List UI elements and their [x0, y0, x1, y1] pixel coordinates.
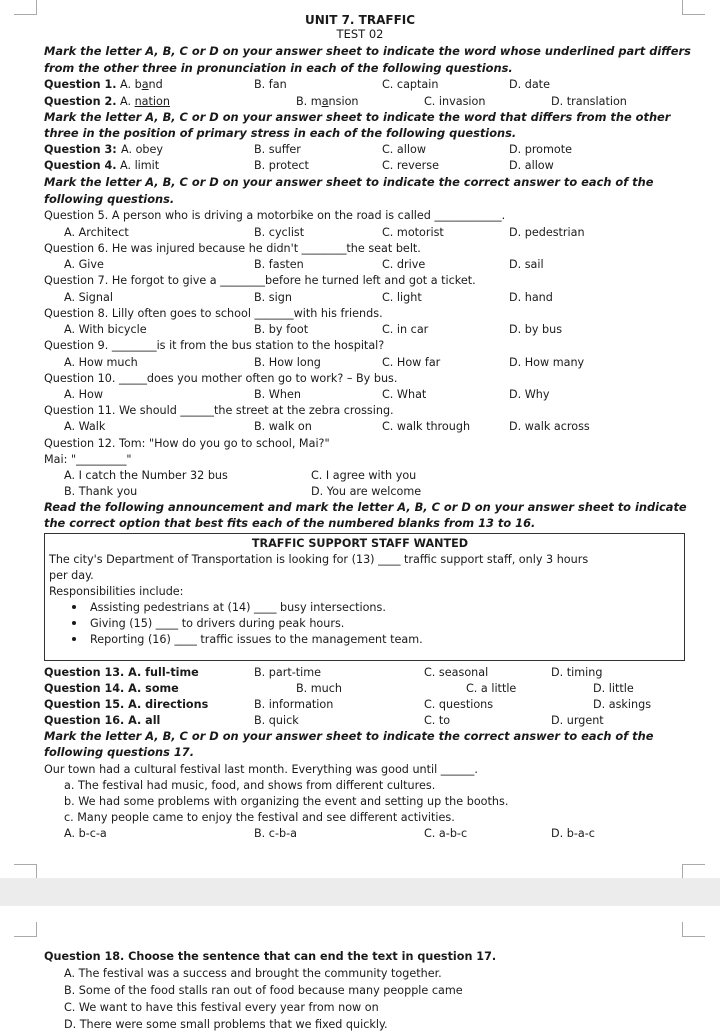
question-5-stem: Question 5. A person who is driving a motorbike on the road is called ____________. [44, 209, 506, 222]
question-9-stem: Question 9. ________is it from the bus station to the hospital? [44, 339, 385, 352]
announcement-bullet: Reporting (16) ____ traffic issues to the management team. [90, 633, 423, 646]
question-2: Question 2. A. nation B. mansion C. invasion D. translation [44, 95, 627, 108]
question-12-options-row1: A. I catch the Number 32 bus C. I agree with you [64, 469, 417, 482]
question-15: Question 15. A. directions B. information C. questions D. askings [44, 698, 652, 711]
announcement-title: TRAFFIC SUPPORT STAFF WANTED [251, 537, 469, 550]
question-17-item: b. We had some problems with organizing the event and setting up the booths. [64, 795, 509, 808]
announcement-bullet: Assisting pedestrians at (14) ____ busy intersections. [90, 601, 386, 614]
question-13: Question 13. A. full-time B. part-time C. seasonal D. timing [44, 666, 603, 679]
page-gap [0, 878, 720, 906]
instruction: Mark the letter A, B, C or D on your answer sheet to indicate the correct answer to each of the [44, 175, 654, 189]
question-12-mai: Mai: "_________" [44, 453, 132, 466]
instruction: the correct option that best fits each of the numbered blanks from 13 to 16. [44, 516, 536, 530]
question-10-options: A. How B. When C. What D. Why [64, 388, 550, 401]
question-17-item: a. The festival had music, food, and shows from different cultures. [64, 779, 436, 792]
test-title: TEST 02 [336, 27, 384, 41]
question-11-options: A. Walk B. walk on C. walk through D. walk across [64, 420, 590, 433]
question-1: Question 1. A. band B. fan C. captain D. date [44, 78, 550, 91]
question-6-options: A. Give B. fasten C. drive D. sail [64, 258, 544, 271]
question-16: Question 16. A. all B. quick C. to D. urgent [44, 714, 604, 727]
announcement-line: per day. [49, 569, 94, 582]
question-7-stem: Question 7. He forgot to give a ________before he turned left and got a ticket. [44, 274, 476, 287]
announcement-line: Responsibilities include: [49, 585, 184, 598]
instruction: Mark the letter A, B, C or D on your answer sheet to indicate the correct answer to each of the [44, 729, 654, 743]
instruction: from the other three in pronunciation in each of the following questions. [44, 61, 513, 75]
instruction: three in the position of primary stress in each of the following questions. [44, 126, 517, 140]
question-5-options: A. Architect B. cyclist C. motorist D. pedestrian [64, 226, 585, 239]
announcement-line: The city's Department of Transportation is looking for (13) ____ traffic support staff, only 3 hours [49, 553, 589, 566]
question-14: Question 14. A. some B. much C. a little D. little [44, 682, 634, 695]
question-8-stem: Question 8. Lilly often goes to school _______with his friends. [44, 307, 383, 320]
crop-mark [14, 922, 37, 937]
question-11-stem: Question 11. We should ______the street at the zebra crossing. [44, 404, 394, 417]
question-12-stem: Question 12. Tom: "How do you go to school, Mai?" [44, 437, 330, 450]
question-10-stem: Question 10. _____does you mother often go to work? – By bus. [44, 372, 398, 385]
question-12-options-row2: B. Thank you D. You are welcome [64, 485, 422, 498]
question-18-option: B. Some of the food stalls ran out of food because many peopple came [64, 984, 463, 997]
question-18-stem: Question 18. Choose the sentence that can end the text in question 17. [44, 950, 497, 963]
crop-mark [682, 864, 705, 879]
question-3: Question 3: A. obey B. suffer C. allow D. promote [44, 143, 573, 156]
question-17-options: A. b-c-a B. c-b-a C. a-b-c D. b-a-c [64, 827, 595, 840]
instruction: following questions. [44, 192, 175, 206]
question-18-option: A. The festival was a success and brought the community together. [64, 967, 442, 980]
announcement-bullet: Giving (15) ____ to drivers during peak hours. [90, 617, 345, 630]
crop-mark [682, 922, 705, 937]
instruction: Mark the letter A, B, C or D on your answer sheet to indicate the word whose underlined part differs [44, 44, 691, 58]
instruction: following questions 17. [44, 745, 195, 759]
instruction: Read the following announcement and mark the letter A, B, C or D on your answer sheet to indicate [44, 500, 687, 514]
question-9-options: A. How much B. How long C. How far D. How many [64, 356, 585, 369]
question-8-options: A. With bicycle B. by foot C. in car D. by bus [64, 323, 563, 336]
question-17-intro: Our town had a cultural festival last month. Everything was good until ______. [44, 763, 478, 776]
crop-mark [14, 864, 37, 879]
question-18-option: D. There were some small problems that we fixed quickly. [64, 1018, 388, 1031]
instruction: Mark the letter A, B, C or D on your answer sheet to indicate the word that differs from the other [44, 110, 671, 124]
unit-title: UNIT 7. TRAFFIC [304, 13, 416, 27]
question-18-option: C. We want to have this festival every year from now on [64, 1001, 379, 1014]
question-17-item: c. Many people came to enjoy the festival and see different activities. [64, 811, 455, 824]
page-2 [0, 906, 720, 1033]
question-4: Question 4. A. limit B. protect C. reverse D. allow [44, 159, 554, 172]
question-6-stem: Question 6. He was injured because he didn't ________the seat belt. [44, 242, 421, 255]
question-7-options: A. Signal B. sign C. light D. hand [64, 291, 553, 304]
